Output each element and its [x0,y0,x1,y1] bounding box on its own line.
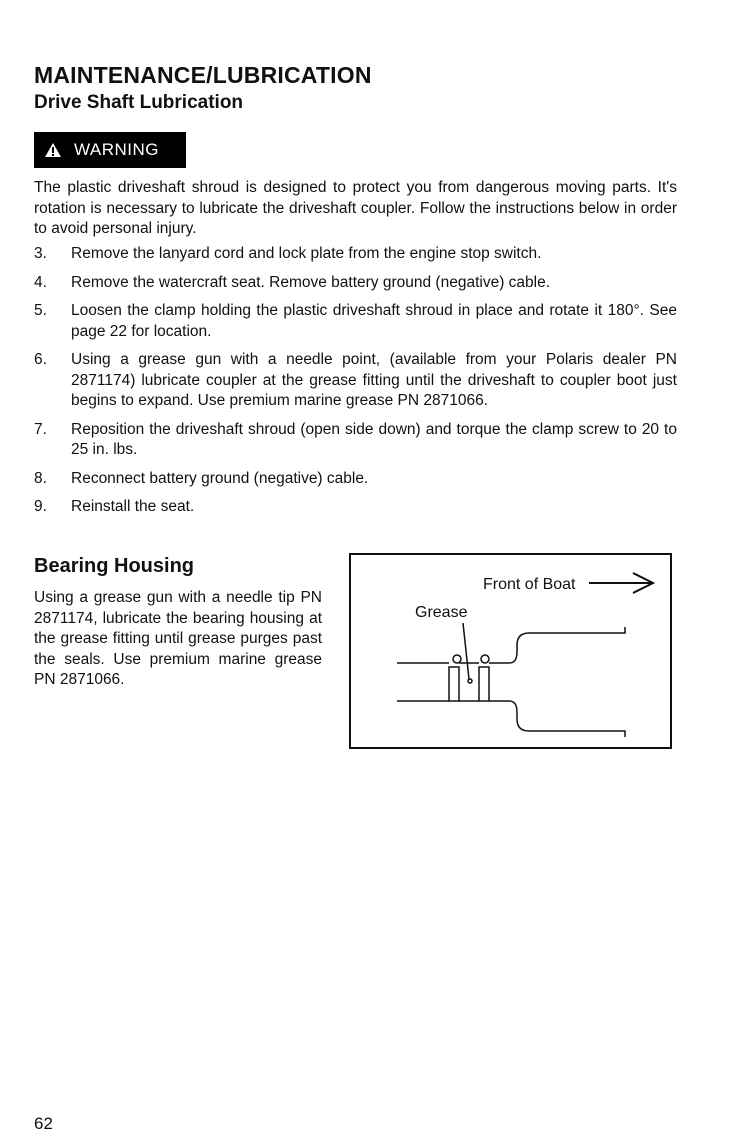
driveshaft-shape [397,627,625,737]
step-number: 3. [34,245,47,262]
warning-banner [34,132,186,168]
warning-text: The plastic driveshaft shroud is designed to protect you from dangerous moving parts. It's rotation is necessary to lubricate the driveshaft coupler. Follow the instructions below in order to avoid personal injury. [34,179,677,237]
step-number: 8. [34,469,47,487]
step-number: 6. [34,351,47,368]
bearing-housing-diagram [349,553,672,749]
step-number: 4. [34,273,47,291]
page-number: 62 [34,1114,53,1133]
warning-triangle-icon [44,142,62,158]
step-text: Remove the lanyard cord and lock plate from the engine stop switch. [71,245,542,262]
step-text: Loosen the clamp holding the plastic driveshaft shroud in place and rotate it 180°. See page 22 for location. [71,302,677,340]
step-number: 7. [34,420,47,438]
step-text: Remove the watercraft seat. Remove battery ground (negative) cable. [71,273,551,291]
bearing-housing-text: Using a grease gun with a needle tip PN 2871174, lubricate the bearing housing at the grease fitting until grease purges past the seals. Use premium marine grease PN 2871066. [34,589,322,688]
step-text: Reinstall the seat. [71,498,195,515]
list-item [34,420,677,461]
step-text: Using a grease gun with a needle point, (available from your Polaris dealer PN 2871174) lubricate coupler at the grease fitting until the driveshaft to coupler boot just begins to expand. Use premium marine grease PN 2871066. [71,351,677,409]
step-text: Reconnect battery ground (negative) cable. [71,469,369,487]
grease-leader-line [463,623,469,679]
steps-list [34,244,677,526]
list-item [34,497,677,518]
list-item [34,469,677,490]
list-item [34,244,677,265]
subsection-title: Drive Shaft Lubrication [34,92,244,113]
grease-label: Grease [415,604,468,621]
list-item [34,301,677,342]
list-item [34,350,677,412]
step-text: Reposition the driveshaft shroud (open side down) and torque the clamp screw to 20 to 25 in. lbs. [71,420,677,458]
diagram-drawing [351,555,670,747]
step-number: 9. [34,498,47,515]
arrow-right-icon [589,573,653,593]
front-of-boat-label: Front of Boat [483,576,576,593]
warning-label: WARNING [74,140,160,159]
step-number: 5. [34,302,47,319]
list-item [34,273,677,294]
bearing-housing-title: Bearing Housing [34,555,195,577]
section-title: MAINTENANCE/LUBRICATION [34,62,372,88]
